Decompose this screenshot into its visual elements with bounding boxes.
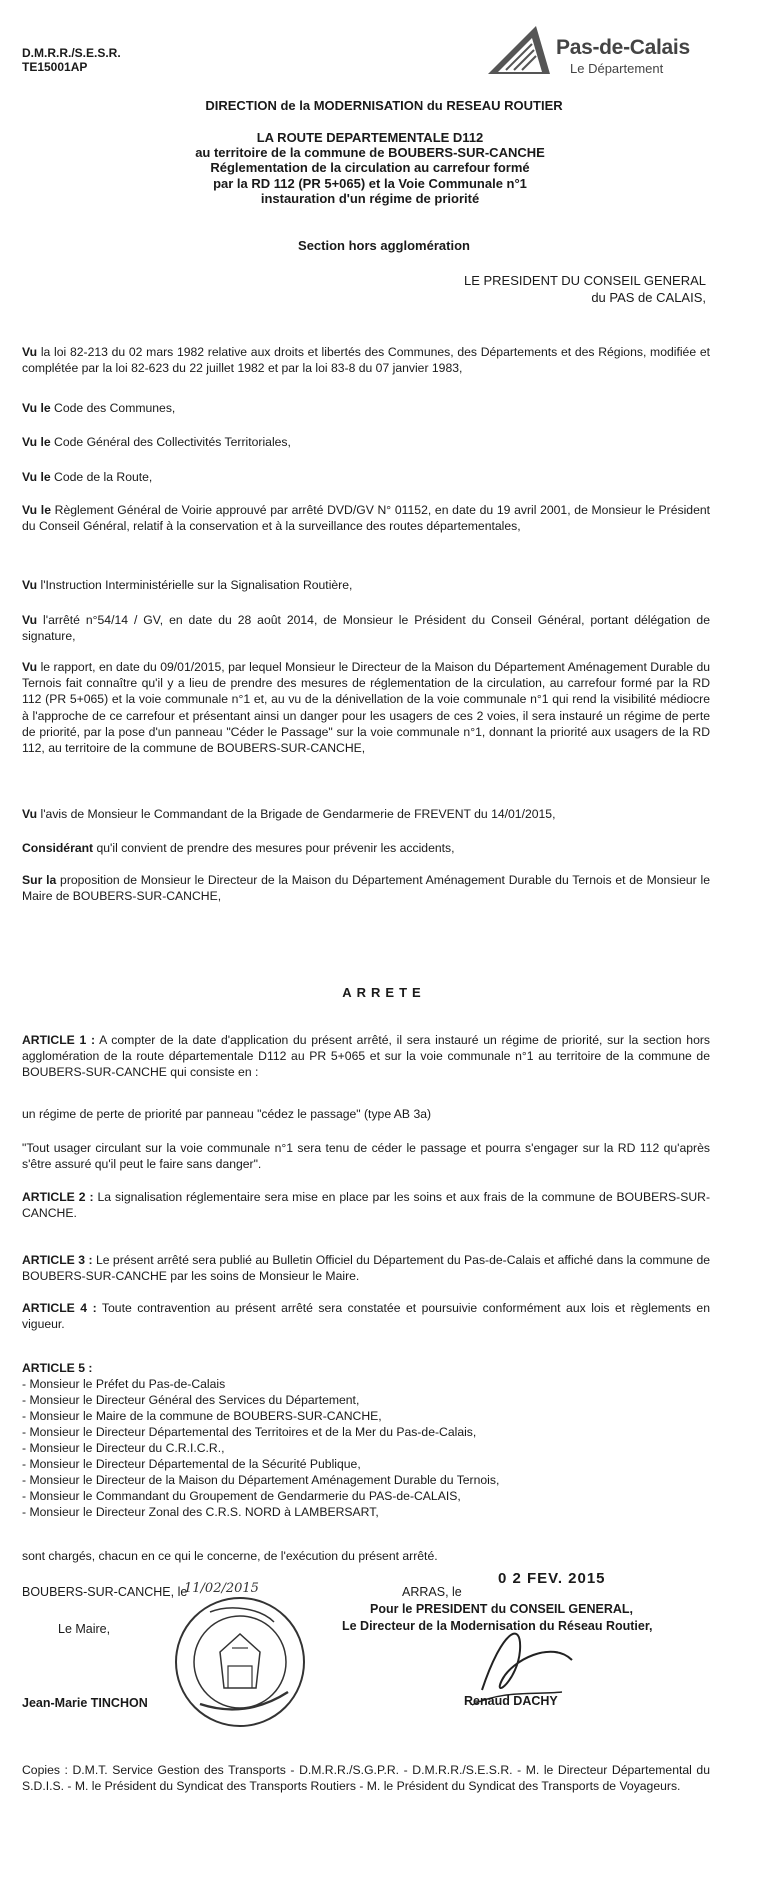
mairie-seal-icon xyxy=(170,1592,310,1732)
president-line-1: LE PRESIDENT DU CONSEIL GENERAL xyxy=(463,273,706,288)
maire-place: BOUBERS-SUR-CANCHE, le xyxy=(22,1585,188,1599)
article-text: Toute contravention au présent arrêté sera constatée et poursuivie conformément aux lois et règlements en vigueur. xyxy=(22,1301,710,1332)
visa-paragraph xyxy=(22,659,710,756)
copies-distribution: Copies : D.M.T. Service Gestion des Transports - D.M.R.R./S.G.P.R. - D.M.R.R./S.E.S.R. - M. le Directeur Départemental du S.D.I.S. - M. le Président du Syndicat des Transports Routiers - M. le Président du Syndicat des Transports de Voyageurs. xyxy=(22,1763,710,1793)
list-item: - Monsieur le Directeur Départemental de la Sécurité Publique, xyxy=(22,1457,361,1471)
visa-lead: Vu xyxy=(22,613,38,627)
section-heading: Section hors agglomération xyxy=(298,238,470,253)
visa-text: qu'il convient de prendre des mesures pour prévenir les accidents, xyxy=(93,841,455,855)
considering-paragraph xyxy=(22,840,710,856)
department-logo xyxy=(484,22,694,82)
reference-service: D.M.R.R./S.E.S.R. xyxy=(22,46,121,60)
list-item: - Monsieur le Directeur Départemental des Territoires et de la Mer du Pas-de-Calais, xyxy=(22,1425,477,1439)
document-reference xyxy=(22,46,121,74)
director-name: Renaud DACHY xyxy=(464,1694,558,1708)
visa-lead: Sur la xyxy=(22,873,57,887)
list-item: - Monsieur le Maire de la commune de BOUBERS-SUR-CANCHE, xyxy=(22,1409,382,1423)
president-delegation: Pour le PRESIDENT du CONSEIL GENERAL, xyxy=(370,1602,633,1616)
proposal-paragraph xyxy=(22,872,710,904)
visa-lead: Vu xyxy=(22,578,38,592)
visa-text: Code Général des Collectivités Territoriales, xyxy=(50,435,291,449)
article-lead: ARTICLE 1 : xyxy=(22,1033,96,1047)
arrete-heading: ARRETE xyxy=(342,985,426,1000)
article-text: La signalisation réglementaire sera mise en place par les soins et aux frais de la commune de BOUBERS-SUR-CANCHE. xyxy=(22,1190,710,1221)
list-item: - Monsieur le Commandant du Groupement de Gendarmerie du PAS-de-CALAIS, xyxy=(22,1489,461,1503)
article-5 xyxy=(22,1360,710,1376)
article-text: Le présent arrêté sera publié au Bulletin Officiel du Département du Pas-de-Calais et affiché dans la commune de BOUBERS-SUR-CANCHE par les soins de Monsieur le Maire. xyxy=(22,1253,710,1284)
visa-lead: Considérant xyxy=(22,841,94,855)
list-item: - Monsieur le Directeur Zonal des C.R.S. NORD à LAMBERSART, xyxy=(22,1505,379,1519)
president-line-2: du PAS de CALAIS, xyxy=(591,290,706,305)
visa-lead: Vu xyxy=(22,807,38,821)
maire-name: Jean-Marie TINCHON xyxy=(22,1696,148,1710)
visa-text: le rapport, en date du 09/01/2015, par lequel Monsieur le Directeur de la Maison du Département Aménagement Durable du Ternois fait connaître qu'il y a lieu de prendre des mesures de réglementation de la circulation, au carrefour formé par la RD 112 (PR 5+065) et la voie communale n°1 et, au vu de la dénivellation de la voie communale n°1 qui rend la visibilité médiocre à l'approche de ce carrefour et présentant ainsi un danger pour les usagers de ces 2 voies, il sera instauré un régime de perte de priorité, par la pose d'un panneau "Céder le Passage" sur la voie communale n°1, donnant la priorité aux usagers de la RD 112, au territoire de la commune de BOUBERS-SUR-CANCHE, xyxy=(22,660,710,756)
article-1-regime: un régime de perte de priorité par panneau "cédez le passage" (type AB 3a) xyxy=(22,1107,432,1121)
visa-paragraph xyxy=(22,502,710,534)
list-item: - Monsieur le Directeur Général des Services du Département, xyxy=(22,1393,360,1407)
execution-clause: sont chargés, chacun en ce qui le concerne, de l'exécution du présent arrêté. xyxy=(22,1549,438,1563)
visa-paragraph xyxy=(22,612,710,644)
visa-paragraph xyxy=(22,344,710,376)
visa-text: Code de la Route, xyxy=(50,470,153,484)
list-item: - Monsieur le Directeur du C.R.I.C.R., xyxy=(22,1441,225,1455)
visa-text: l'arrêté n°54/14 / GV, en date du 28 août 2014, de Monsieur le Président du Conseil Général, portant délégation de signature, xyxy=(22,613,710,644)
visa-lead: Vu le xyxy=(22,401,51,415)
visa-text: Règlement Général de Voirie approuvé par arrêté DVD/GV N° 01152, en date du 19 avril 2001, de Monsieur le Président du Conseil Général, relatif à la conservation et à la surveillance des routes départementales, xyxy=(22,503,711,534)
article-1 xyxy=(22,1032,710,1081)
visa-lead: Vu xyxy=(22,345,38,359)
list-item: - Monsieur le Préfet du Pas-de-Calais xyxy=(22,1377,226,1391)
article-4 xyxy=(22,1300,710,1332)
addressee-list xyxy=(22,1376,499,1520)
article-lead: ARTICLE 3 : xyxy=(22,1253,93,1267)
article-lead: ARTICLE 2 : xyxy=(22,1190,94,1204)
visa-paragraph xyxy=(22,469,710,485)
maire-place-date xyxy=(22,1581,259,1599)
director-title: Le Directeur de la Modernisation du Réseau Routier, xyxy=(342,1619,653,1633)
article-text: A compter de la date d'application du présent arrêté, il sera instauré un régime de priorité, sur la section hors agglomération de la route départementale D112 au PR 5+065 et sur la voie communale n°1 au territoire de la commune de BOUBERS-SUR-CANCHE qui consiste en : xyxy=(22,1033,710,1080)
visa-lead: Vu le xyxy=(22,435,51,449)
maire-label: Le Maire, xyxy=(58,1622,111,1636)
visa-lead: Vu le xyxy=(22,503,51,517)
article-1-quote: "Tout usager circulant sur la voie communale n°1 sera tenu de céder le passage et pourra s'engager sur la RD 112 qu'après s'être assuré qu'il peut le faire sans danger". xyxy=(22,1141,710,1172)
visa-text: Code des Communes, xyxy=(50,401,176,415)
article-3 xyxy=(22,1252,710,1284)
logo-subtitle: Le Département xyxy=(570,61,664,76)
title-line-1: LA ROUTE DEPARTEMENTALE D112 xyxy=(256,130,484,145)
article-2 xyxy=(22,1189,710,1221)
visa-lead: Vu xyxy=(22,660,38,674)
handwritten-date: 11/02/2015 xyxy=(184,1581,259,1596)
visa-lead: Vu le xyxy=(22,470,51,484)
title-line-4: par la RD 112 (PR 5+065) et la Voie Communale n°1 xyxy=(213,175,527,191)
logo-name: Pas-de-Calais xyxy=(556,36,690,59)
visa-text: l'Instruction Interministérielle sur la Signalisation Routière, xyxy=(37,578,353,592)
date-stamp: 0 2 FEV. 2015 xyxy=(498,1570,606,1587)
title-line-2: au territoire de la commune de BOUBERS-SUR-CANCHE xyxy=(195,145,545,161)
logo-triangle-icon xyxy=(484,24,554,76)
direction-heading: DIRECTION de la MODERNISATION du RESEAU ROUTIER xyxy=(205,98,563,113)
document-title xyxy=(100,130,640,206)
visa-text: proposition de Monsieur le Directeur de la Maison du Département Aménagement Durable du Ternois et de Monsieur le Maire de BOUBERS-SUR-CANCHE, xyxy=(22,873,710,904)
title-line-5: instauration d'un régime de priorité xyxy=(260,190,480,206)
title-line-3: Réglementation de la circulation au carrefour formé xyxy=(210,160,530,176)
visa-paragraph xyxy=(22,434,710,450)
article-lead: ARTICLE 4 : xyxy=(22,1301,97,1315)
visa-text: l'avis de Monsieur le Commandant de la Brigade de Gendarmerie de FREVENT du 14/01/2015, xyxy=(37,807,556,821)
visa-paragraph xyxy=(22,577,710,593)
visa-paragraph xyxy=(22,400,710,416)
article-lead: ARTICLE 5 : xyxy=(22,1361,93,1375)
visa-paragraph xyxy=(22,806,710,822)
visa-text: la loi 82-213 du 02 mars 1982 relative aux droits et libertés des Communes, des Départements et des Régions, modifiée et complétée par la loi 82-623 du 22 juillet 1982 et par la loi 83-8 du 07 janvier 1983, xyxy=(22,345,710,376)
list-item: - Monsieur le Directeur de la Maison du Département Aménagement Durable du Ternois, xyxy=(22,1473,500,1487)
president-heading xyxy=(400,272,706,306)
arras-place: ARRAS, le xyxy=(402,1585,462,1599)
reference-code: TE15001AP xyxy=(22,60,88,74)
